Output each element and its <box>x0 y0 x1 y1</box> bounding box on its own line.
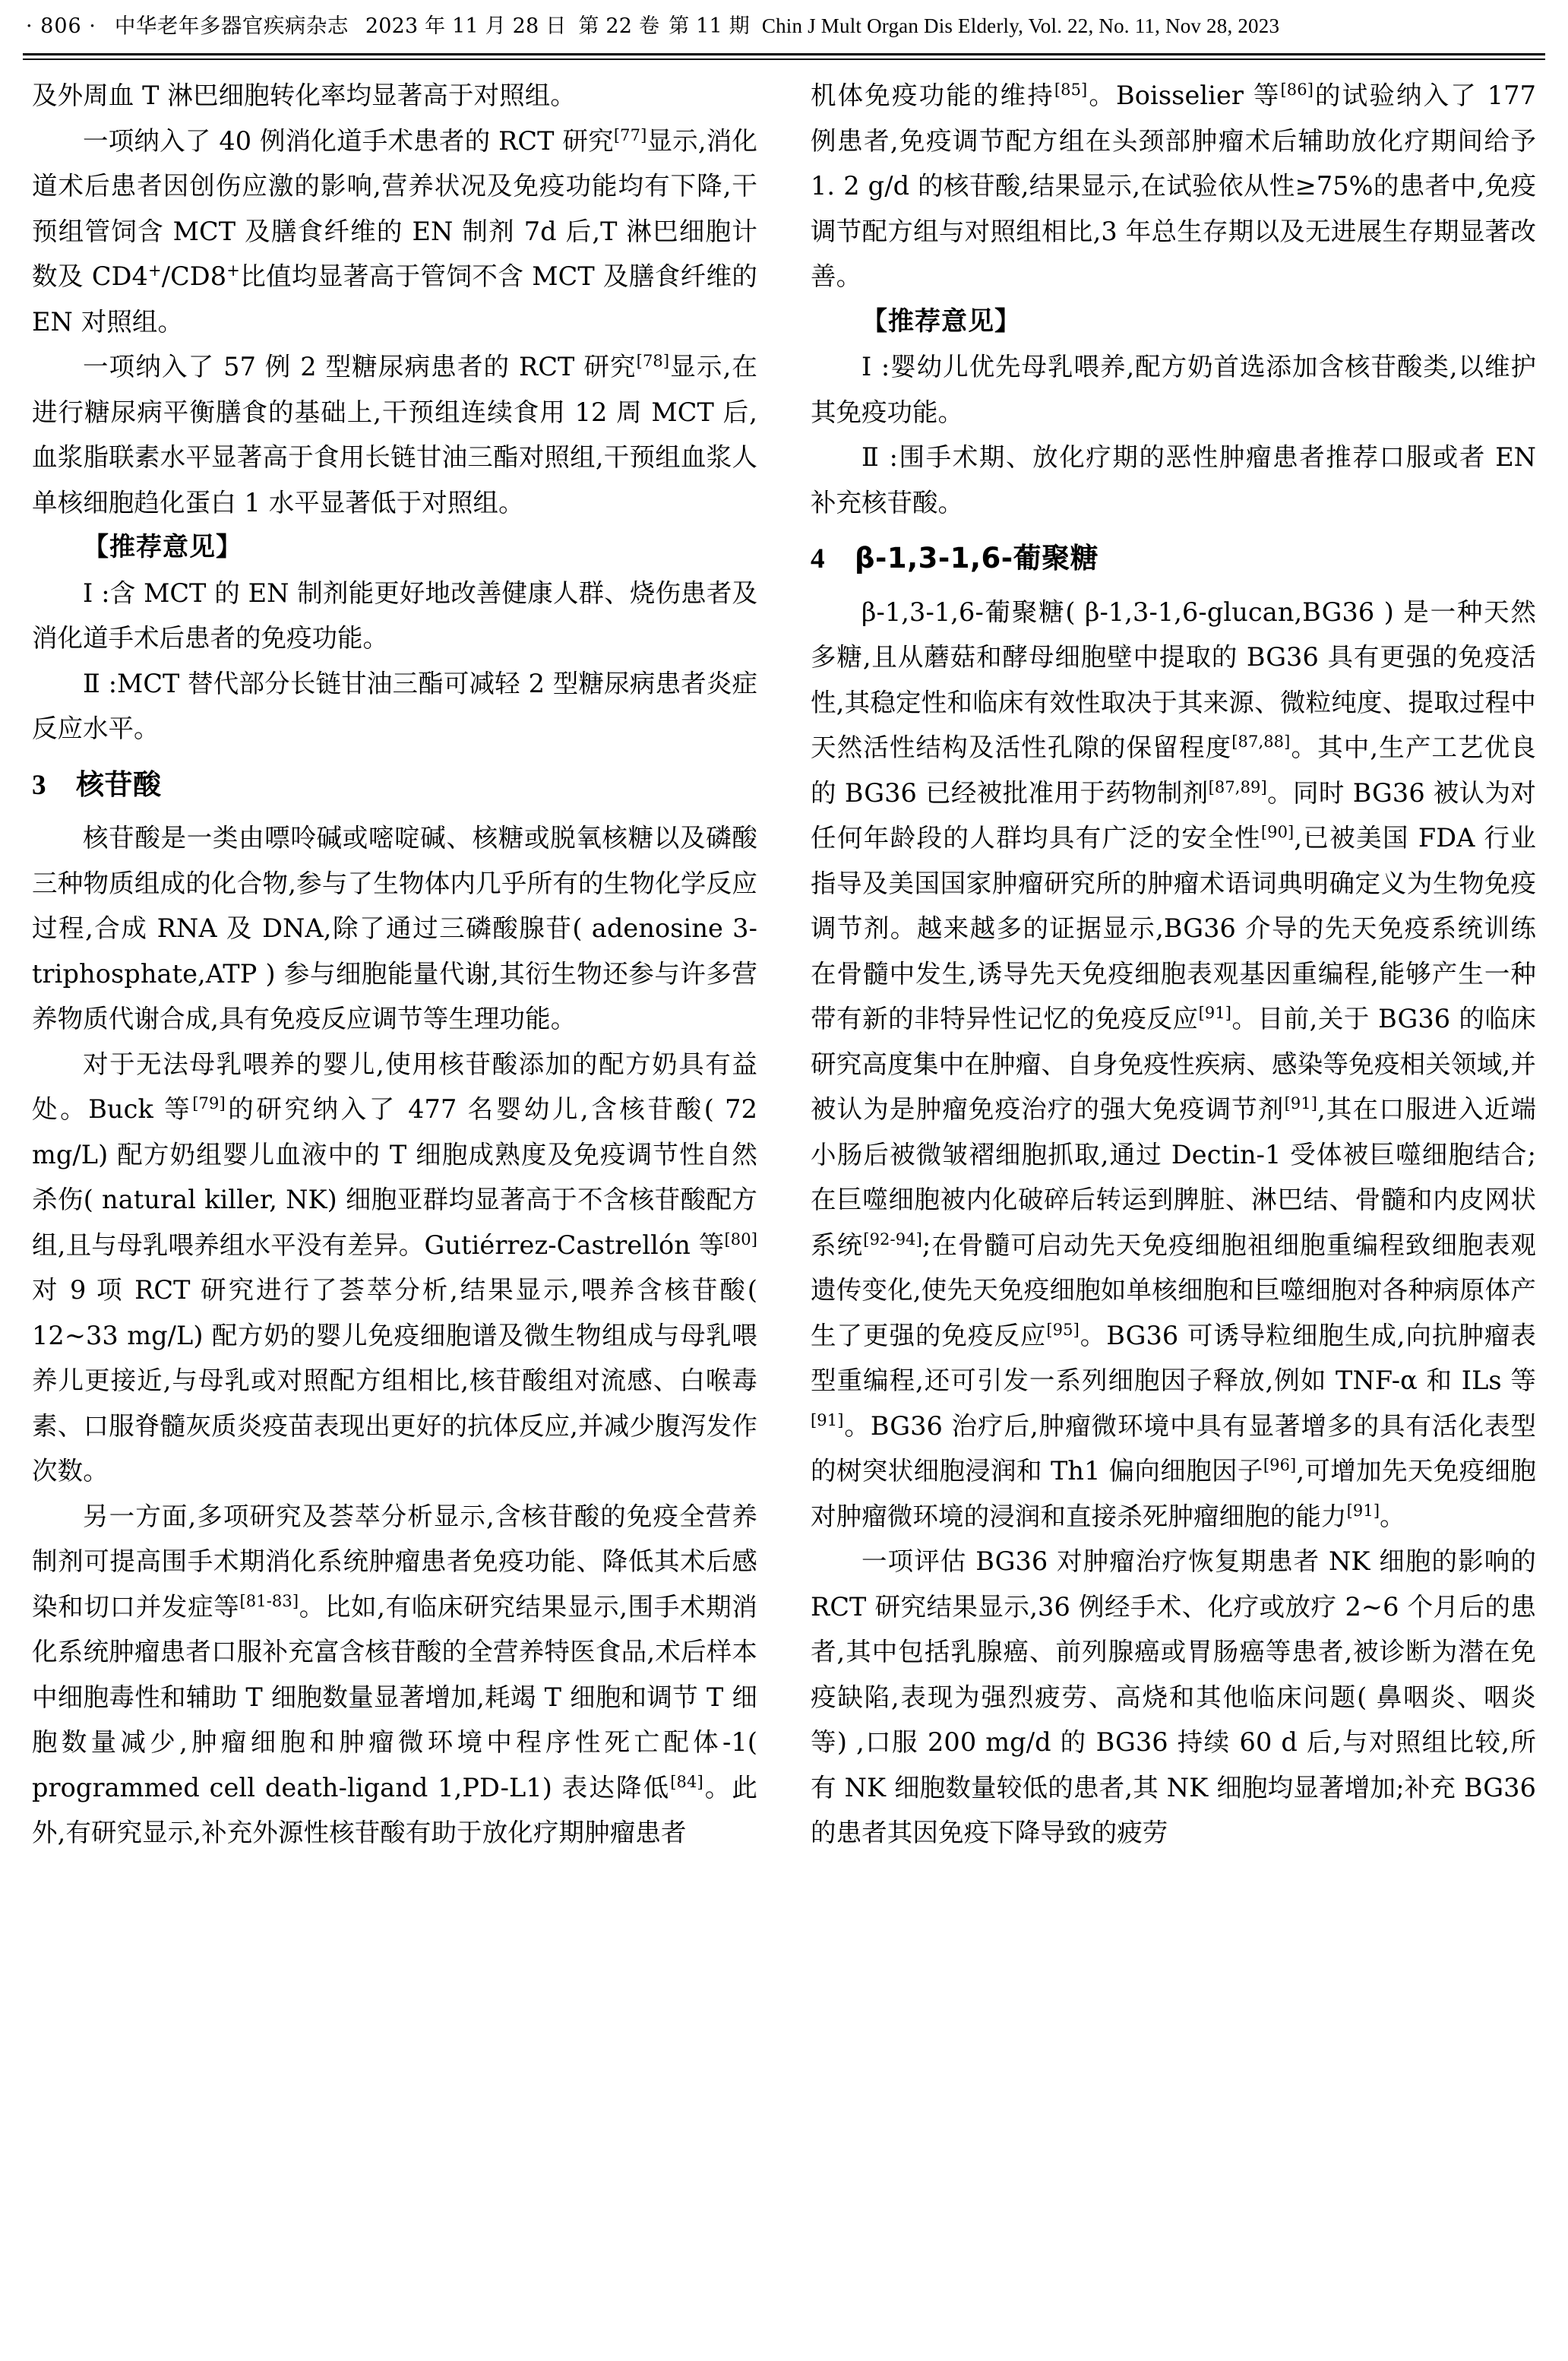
journal-title-en: Chin J Mult Organ Dis Elderly, Vol. 22, No. 11, Nov 28, 2023 <box>761 14 1280 37</box>
paragraph-rct-57 <box>32 344 757 525</box>
paragraph-text-c: 。同时 BG36 被认为对任何年龄段的人群均具有广泛的安全性 <box>811 777 1536 853</box>
citation-ref-95: [95] <box>1046 1320 1080 1339</box>
paragraph-text-b: 的研究纳入了 477 名婴幼儿,含核苷酸( 72 mg/L) 配方奶组婴儿血液中的 T 细胞成熟度及免疫调节性自然杀伤( natural killer, NK) 细胞亚群均显著高于不含核苷酸配方组,且与母乳喂养组水平没有差异。Gutiérrez-Castrellón 等 <box>32 1094 757 1260</box>
paragraph-continued <box>32 73 757 119</box>
section-number: 4 <box>811 543 825 574</box>
citation-ref-91-c: [91] <box>811 1410 844 1429</box>
recommendation-item-1: Ⅰ :含 MCT 的 EN 制剂能更好地改善健康人群、烧伤患者及消化道手术后患者的免疫功能。 <box>32 578 757 653</box>
citation-ref-80: [80] <box>724 1230 757 1249</box>
paragraph-text-a: 对于无法母乳喂养的婴儿,使用核苷酸添加的配方奶具有益处。Buck 等 <box>32 1049 757 1124</box>
citation-ref-91-a: [91] <box>1198 1003 1232 1022</box>
citation-ref-81-83: [81-83] <box>239 1591 299 1610</box>
section-heading-3 <box>32 752 757 816</box>
paragraph-bg36-overview <box>811 590 1536 1540</box>
header-rule-thin <box>23 59 1545 60</box>
paragraph-text-a: 一项纳入了 40 例消化道手术患者的 RCT 研究 <box>83 125 614 156</box>
paragraph-text-k: 。 <box>1380 1501 1405 1531</box>
paragraph-text-b: 显示,消化道术后患者因创伤应激的影响,营养状况及免疫功能均有下降,干预组管饲含 MCT 及膳食纤维的 EN 制剂 7d 后,T 淋巴细胞计数及 CD4 <box>32 125 758 291</box>
paragraph-text-j: ,可增加先天免疫细胞对肿瘤微环境的浸润和直接杀死肿瘤细胞的能力 <box>811 1456 1537 1531</box>
citation-ref-84: [84] <box>670 1772 703 1791</box>
recommendation-heading: 【推荐意见】 <box>861 305 1021 337</box>
paragraph-text-c: 的试验纳入了 177 例患者,免疫调节配方组在头颈部肿瘤术后辅助放化疗期间给予 1. 2 g/d 的核苷酸,结果显示,在试验依从性≥75%的患者中,免疫调节配方组与对照组相比,3 年总生存期以及无进展生存期显著改善。 <box>811 81 1536 291</box>
superscript-plus: + <box>147 261 162 280</box>
paragraph-text-a: 一项纳入了 57 例 2 型糖尿病患者的 RCT 研究 <box>83 352 637 381</box>
paragraph-text-i: 。BG36 治疗后,肿瘤微环境中具有显著增多的具有活化表型的树突状细胞浸润和 Th1 偏向细胞因子 <box>811 1410 1536 1486</box>
running-head <box>0 0 1568 47</box>
journal-title-cn: 中华老年多器官疾病杂志 <box>114 14 349 38</box>
recommendation-item-2: Ⅱ :围手术期、放化疗期的恶性肿瘤患者推荐口服或者 EN 补充核苷酸。 <box>811 442 1536 517</box>
paragraph-perioperative <box>32 1494 757 1856</box>
paragraph-text-a: β-1,3-1,6-葡聚糖( β-1,3-1,6-glucan,BG36 ) 是一种天然多糖,且从蘑菇和酵母细胞壁中提取的 BG36 具有更强的免疫活性,其稳定性和临床有效性取决于其来源、微粒纯度、提取过程中天然活性结构及活性孔隙的保留程度 <box>811 597 1536 762</box>
paragraph-text-c: 对 9 项 RCT 研究进行了荟萃分析,结果显示,喂养含核苷酸( 12~33 mg/L) 配方奶的婴儿免疫细胞谱及微生物组成与母乳喂养儿更接近,与母乳或对照配方组相比,核苷酸组对流感、白喉毒素、口服脊髓灰质炎疫苗表现出更好的抗体反应,并减少腹泻发作次数。 <box>32 1275 757 1486</box>
citation-ref-96: [96] <box>1263 1455 1297 1474</box>
section-title: 核苷酸 <box>76 767 162 801</box>
paragraph-text-c: /CD8 <box>161 261 227 291</box>
superscript-plus-2: + <box>226 261 240 280</box>
right-column <box>811 73 1536 2353</box>
paragraph-text-d: 比值均显著高于管饲不含 MCT 及膳食纤维的 EN 对照组。 <box>32 261 757 337</box>
paragraph-text-d: ,已被美国 FDA 行业指导及美国国家肿瘤研究所的肿瘤术语词典明确定义为生物免疫调节剂。越来越多的证据显示,BG36 介导的先天免疫系统训练在骨髓中发生,诱导先天免疫细胞表观基因重编程,能够产生一种带有新的非特异性记忆的免疫反应 <box>811 823 1536 1033</box>
paragraph-text-c: 。此外,有研究显示,补充外源性核苷酸有助于放化疗期肿瘤患者 <box>32 1772 757 1847</box>
citation-ref-87-88: [87,88] <box>1231 732 1291 751</box>
paragraph-infant-formula <box>32 1042 757 1494</box>
paragraph-text-f: ,其在口服进入近端小肠后被微皱褶细胞抓取,通过 Dectin-1 受体被巨噬细胞结合;在巨噬细胞被内化破碎后转运到脾脏、淋巴结、骨髓和内皮网状系统 <box>811 1094 1536 1260</box>
paragraph-text-a: 机体免疫功能的维持 <box>811 81 1054 110</box>
paragraph-text-b: 。其中,生产工艺优良的 BG36 已经被批准用于药物制剂 <box>811 733 1536 808</box>
paragraph-bg36-nk-rct <box>811 1539 1536 1856</box>
citation-ref-85: [85] <box>1054 80 1088 99</box>
paragraph-continued <box>811 73 1536 299</box>
section-title: β-1,3-1,6-葡聚糖 <box>855 542 1099 574</box>
citation-ref-92-94: [92-94] <box>863 1230 922 1249</box>
paragraph-text-g: ;在骨髓可启动先天免疫细胞祖细胞重编程致细胞表观遗传变化,使先天免疫细胞如单核细胞和巨噬细胞对各种病原体产生了更强的免疫反应 <box>811 1230 1536 1350</box>
citation-ref-77: [77] <box>613 125 647 144</box>
header-rule <box>23 53 1545 60</box>
left-column <box>32 73 757 2353</box>
paragraph-text-a: 另一方面,多项研究及荟萃分析显示,含核苷酸的免疫全营养制剂可提高围手术期消化系统肿瘤患者免疫功能、降低其术后感染和切口并发症等 <box>32 1501 757 1622</box>
issue-label: 第 11 期 <box>669 14 750 38</box>
citation-ref-91-b: [91] <box>1284 1093 1318 1112</box>
paragraph-text: 及外周血 T 淋巴细胞转化率均显著高于对照组。 <box>32 81 576 110</box>
paragraph-text-b: 。Boisselier 等 <box>1087 81 1281 110</box>
paragraph-nucleotide-definition <box>32 815 757 1042</box>
paragraph-rct-40 <box>32 119 757 345</box>
two-column-body <box>0 73 1568 2353</box>
recommendation-heading: 【推荐意见】 <box>83 532 242 562</box>
recommendation-item-1: Ⅰ :婴幼儿优先母乳喂养,配方奶首选添加含核苷酸类,以维护其免疫功能。 <box>811 352 1536 427</box>
paragraph-text-b: 显示,在进行糖尿病平衡膳食的基础上,干预组连续食用 12 周 MCT 后,血浆脂联素水平显著高于食用长链甘油三酯对照组,干预组血浆人单核细胞趋化蛋白 1 水平显著低于对照组。 <box>32 352 757 517</box>
page-number: · 806 · <box>26 14 96 38</box>
paragraph-text-e: 。目前,关于 BG36 的临床研究高度集中在肿瘤、自身免疫性疾病、感染等免疫相关领域,并被认为是肿瘤免疫治疗的强大免疫调节剂 <box>811 1004 1537 1124</box>
citation-ref-78: [78] <box>636 351 670 370</box>
citation-ref-91-d: [91] <box>1346 1501 1380 1520</box>
citation-ref-90: [90] <box>1260 822 1295 841</box>
citation-ref-87-89: [87,89] <box>1208 777 1267 796</box>
section-heading-4 <box>811 525 1536 590</box>
section-number: 3 <box>32 769 46 801</box>
paragraph-text-b: 。比如,有临床研究结果显示,围手术期消化系统肿瘤患者口服补充富含核苷酸的全营养特医食品,术后样本中细胞毒性和辅助 T 细胞数量显著增加,耗竭 T 细胞和调节 T 细胞数量减少,肿瘤细胞和肿瘤微环境中程序性死亡配体-1( programmed cell death-ligand 1,PD-L1) 表达降低 <box>32 1591 757 1802</box>
citation-ref-79: [79] <box>192 1093 226 1112</box>
citation-ref-86: [86] <box>1280 80 1314 99</box>
paragraph-text-h: 。BG36 可诱导粒细胞生成,向抗肿瘤表型重编程,还可引发一系列细胞因子释放,例如 TNF-α 和 ILs 等 <box>811 1320 1536 1395</box>
recommendation-item-2: Ⅱ :MCT 替代部分长链甘油三酯可减轻 2 型糖尿病患者炎症反应水平。 <box>32 668 757 743</box>
paragraph-text: 核苷酸是一类由嘌呤碱或嘧啶碱、核糖或脱氧核糖以及磷酸三种物质组成的化合物,参与了生物体内几乎所有的生物化学反应过程,合成 RNA 及 DNA,除了通过三磷酸腺苷( adenosine 3-triphosphate,ATP ) 参与细胞能量代谢,其衍生物还参与许多营养物质代谢合成,具有免疫反应调节等生理功能。 <box>32 823 757 1033</box>
volume-label: 第 22 卷 <box>578 14 660 38</box>
issue-date: 2023 年 11 月 28 日 <box>365 14 567 38</box>
paragraph-text: 一项评估 BG36 对肿瘤治疗恢复期患者 NK 细胞的影响的 RCT 研究结果显示,36 例经手术、化疗或放疗 2~6 个月后的患者,其中包括乳腺癌、前列腺癌或胃肠癌等患者,被诊断为潜在免疫缺陷,表现为强烈疲劳、高烧和其他临床问题( 鼻咽炎、咽炎等) ,口服 200 mg/d 的 BG36 持续 60 d 后,与对照组比较,所有 NK 细胞数量较低的患者,其 NK 细胞均显著增加;补充 BG36 的患者其因免疫下降导致的疲劳 <box>811 1546 1536 1847</box>
